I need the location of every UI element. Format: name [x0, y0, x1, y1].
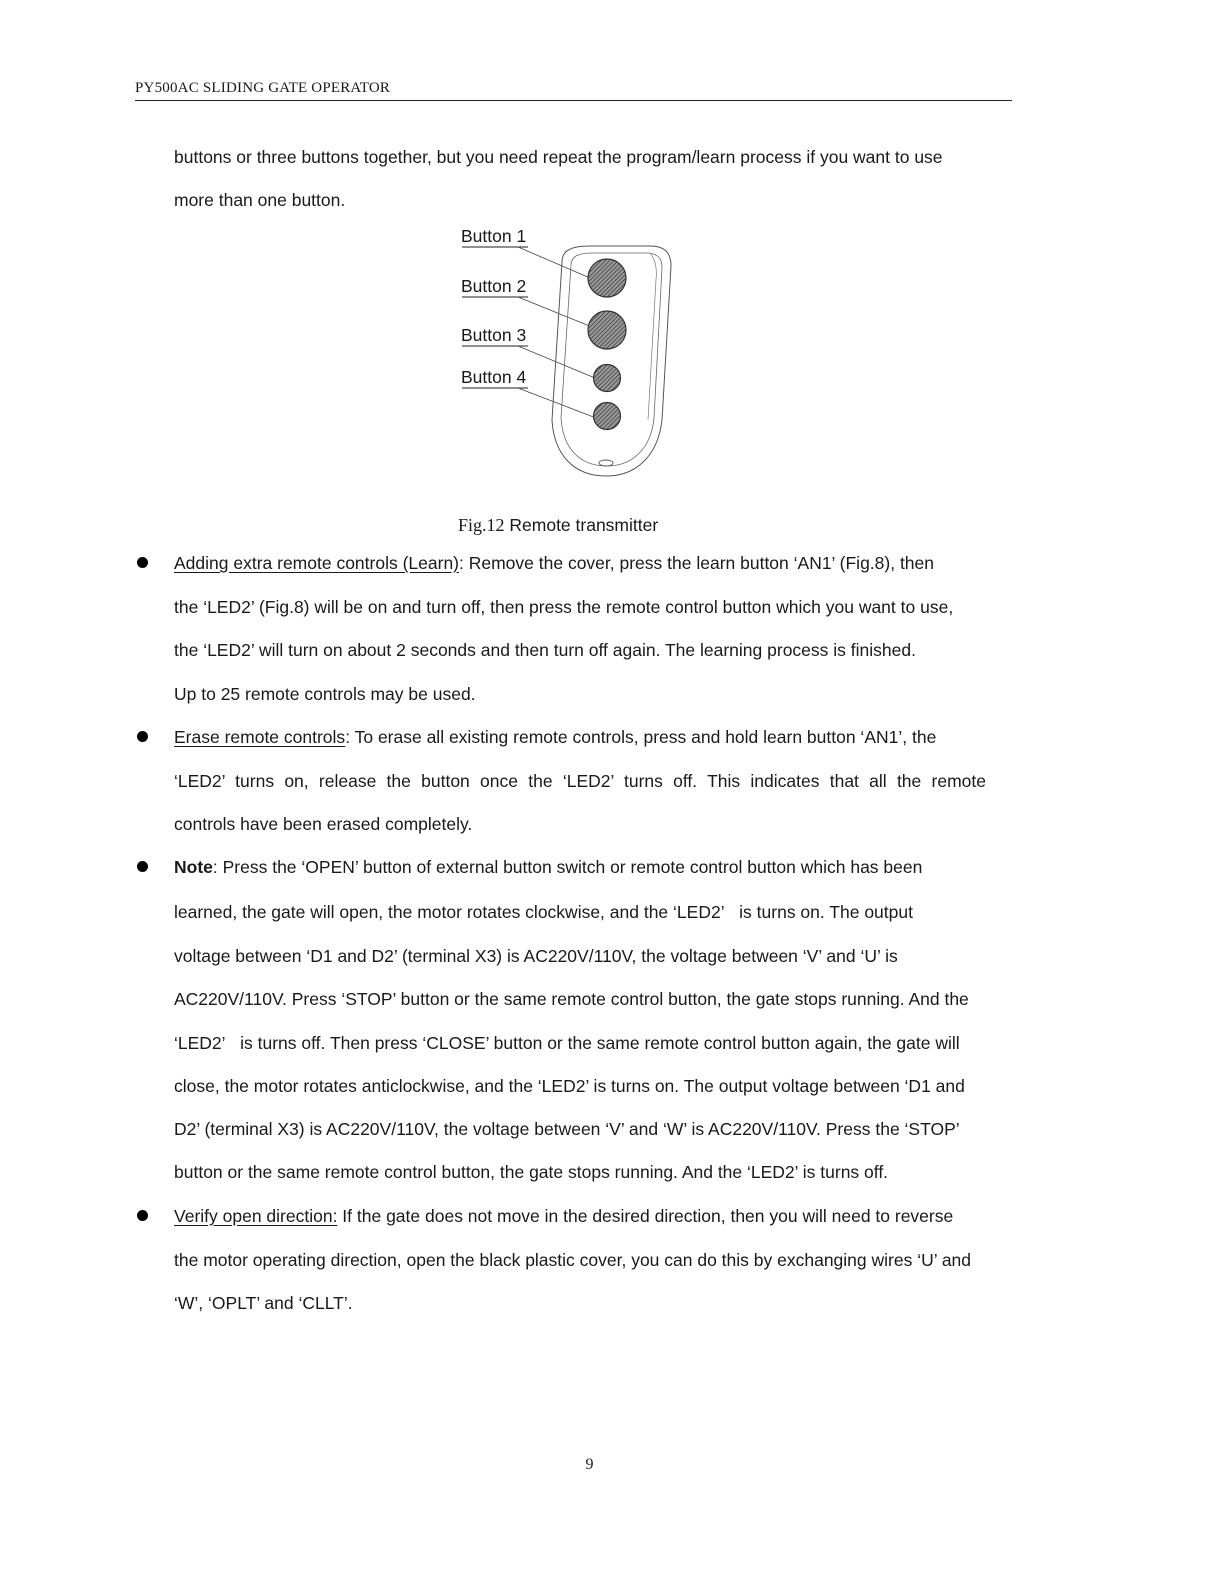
figure-label-button-3: Button 3 — [461, 325, 527, 345]
button-1-icon — [588, 259, 626, 297]
figure-label-button-4: Button 4 — [461, 367, 527, 387]
page-header — [135, 78, 1012, 101]
button-4-icon — [594, 403, 621, 430]
figure-label-button-1: Button 1 — [461, 226, 527, 246]
verify-line: ‘W’, ‘OPLT’ and ‘CLLT’. — [174, 1293, 353, 1313]
erase-line: controls have been erased completely. — [174, 814, 473, 834]
bullet-icon — [137, 557, 148, 568]
button-3-icon — [594, 365, 621, 392]
bullet-icon — [137, 1210, 148, 1221]
note-title: Note — [174, 857, 213, 877]
learn-line: Adding extra remote controls (Learn): Remove the cover, press the learn button ‘AN1’ (Fig.8), then — [174, 553, 935, 573]
bullet-icon — [137, 861, 148, 872]
note-line: AC220V/110V. Press ‘STOP’ button or the same remote control button, the gate stops running. And the — [174, 989, 969, 1009]
erase-title: Erase remote controls — [174, 727, 346, 747]
figure-label-button-2: Button 2 — [461, 276, 527, 296]
note-line: close, the motor rotates anticlockwise, and the ‘LED2’ is turns on. The output voltage between ‘D1 and — [174, 1076, 965, 1096]
note-line: learned, the gate will open, the motor rotates clockwise, and the ‘LED2’ is turns on. The output — [174, 902, 913, 922]
note-line: button or the same remote control button, the gate stops running. And the ‘LED2’ is turns off. — [174, 1162, 889, 1182]
intro-line: more than one button. — [174, 190, 346, 210]
verify-title: Verify open direction: — [174, 1206, 338, 1226]
verify-line: the motor operating direction, open the black plastic cover, you can do this by exchanging wires ‘U’ and — [174, 1250, 972, 1270]
header-title: PY500AC SLIDING GATE OPERATOR — [135, 80, 391, 96]
figure-caption-number: Fig.12 — [458, 515, 505, 535]
learn-line: the ‘LED2’ will turn on about 2 seconds and then turn off again. The learning process is finished. — [174, 640, 916, 660]
verify-line: Verify open direction: If the gate does not move in the desired direction, then you will need to reverse — [174, 1206, 954, 1226]
leader-line-4 — [518, 388, 596, 418]
learn-title: Adding extra remote controls (Learn) — [174, 553, 459, 573]
note-line: Note: Press the ‘OPEN’ button of external button switch or remote control button which has been — [174, 857, 923, 877]
intro-line: buttons or three buttons together, but you need repeat the program/learn process if you want to use — [174, 147, 943, 167]
figure-caption — [458, 515, 658, 535]
note-line: voltage between ‘D1 and D2’ (terminal X3) is AC220V/110V, the voltage between ‘V’ and ‘U’ is — [174, 946, 898, 966]
erase-line: Erase remote controls: To erase all existing remote controls, press and hold learn button ‘AN1’, the — [174, 727, 937, 747]
leader-line-2 — [518, 297, 592, 327]
led-icon — [599, 460, 613, 466]
bullet-icon — [137, 731, 148, 742]
note-line: D2’ (terminal X3) is AC220V/110V, the voltage between ‘V’ and ‘W’ is AC220V/110V. Press the ‘STOP’ — [174, 1119, 960, 1139]
learn-line: Up to 25 remote controls may be used. — [174, 684, 476, 704]
note-line: ‘LED2’ is turns off. Then press ‘CLOSE’ button or the same remote control button again, the gate will — [174, 1033, 960, 1053]
leader-line-1 — [518, 247, 590, 278]
erase-line: ‘LED2’ turns on, release the button once the ‘LED2’ turns off. This indicates that all the remote — [174, 771, 986, 791]
figure-caption-text: Remote transmitter — [509, 515, 659, 535]
page-number: 9 — [585, 1456, 594, 1473]
learn-line: the ‘LED2’ (Fig.8) will be on and turn off, then press the remote control button which you want to use, — [174, 597, 954, 617]
button-2-icon — [588, 311, 626, 349]
remote-transmitter-icon — [455, 222, 685, 482]
